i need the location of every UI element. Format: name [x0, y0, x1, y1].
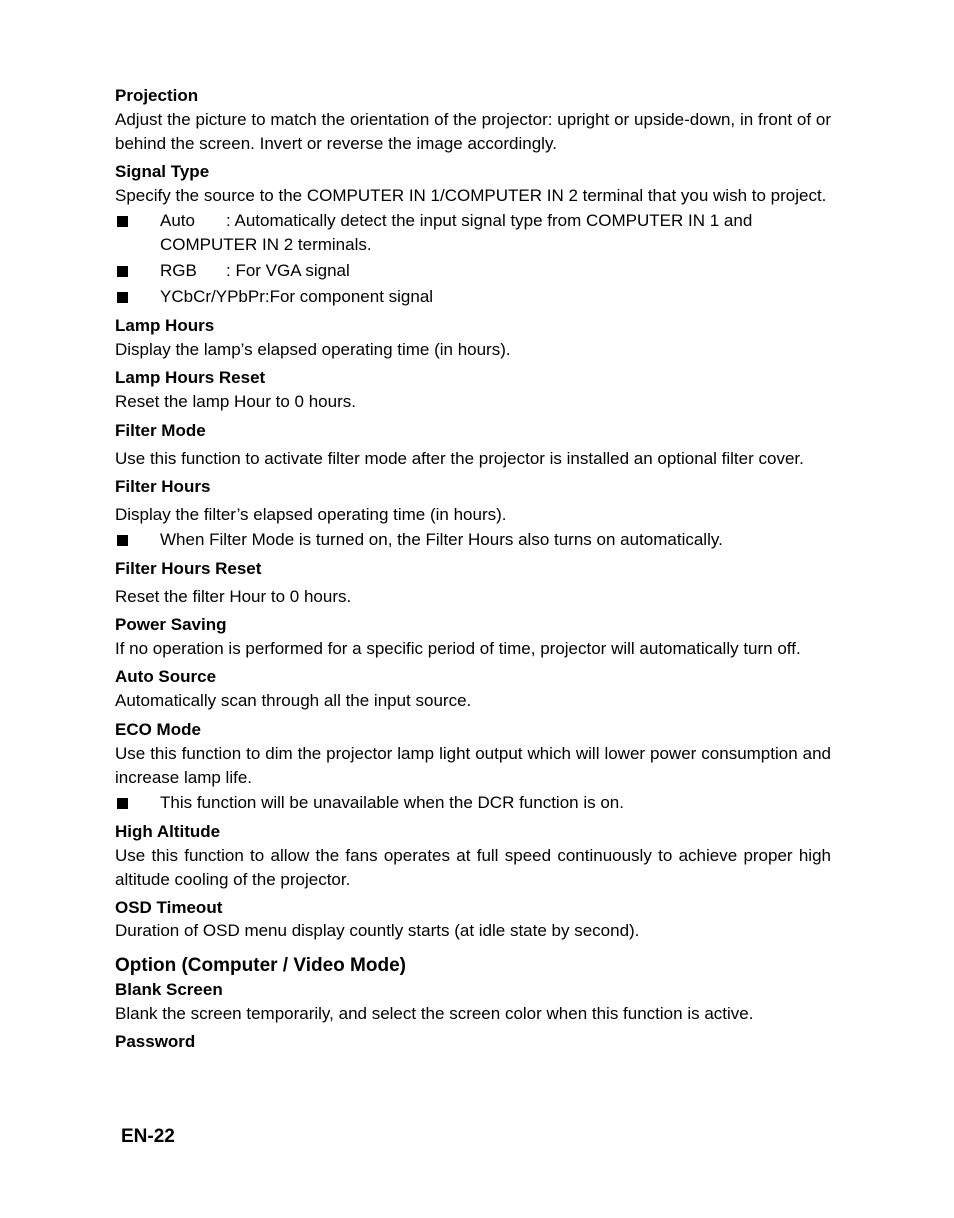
- bullet-item: [115, 791, 831, 815]
- bullet-text: YCbCr/YPbPr:For component signal: [160, 287, 434, 306]
- section-title: Power Saving: [115, 615, 227, 634]
- section-body: Reset the lamp Hour to 0 hours.: [115, 392, 356, 411]
- bullet-text: : For VGA signal: [226, 261, 350, 280]
- section-filter-hours-reset: [115, 558, 831, 609]
- section-power-saving: [115, 614, 831, 661]
- section-title: Projection: [115, 86, 199, 105]
- bullet-text: When Filter Mode is turned on, the Filter Hours also turns on automatically.: [160, 530, 723, 549]
- section-body: Specify the source to the COMPUTER IN 1/COMPUTER IN 2 terminal that you wish to project.: [115, 186, 827, 205]
- page-number: EN-22: [121, 1126, 175, 1147]
- section-body: Use this function to activate filter mode after the projector is installed an optional filter cover.: [115, 449, 804, 468]
- section-body: If no operation is performed for a specific period of time, projector will automatically turn off.: [115, 639, 801, 658]
- section-title: ECO Mode: [115, 720, 201, 739]
- option-heading: Option (Computer / Video Mode): [115, 955, 406, 976]
- section-body: Duration of OSD menu display countly starts (at idle state by second).: [115, 921, 640, 940]
- section-lamp-hours-reset: [115, 367, 831, 414]
- section-eco-mode: [115, 719, 831, 815]
- section-high-altitude: [115, 821, 831, 892]
- bullet-item: [115, 285, 831, 309]
- bullet-text: This function will be unavailable when the DCR function is on.: [160, 793, 624, 812]
- section-auto-source: [115, 666, 831, 713]
- section-title: Filter Mode: [115, 421, 206, 440]
- manual-page: [115, 85, 831, 1053]
- section-body: Automatically scan through all the input source.: [115, 691, 472, 710]
- section-title: Lamp Hours: [115, 316, 215, 335]
- section-body: Reset the filter Hour to 0 hours.: [115, 587, 352, 606]
- section-title: Filter Hours Reset: [115, 559, 262, 578]
- section-filter-hours: [115, 476, 831, 552]
- section-lamp-hours: [115, 315, 831, 362]
- square-bullet-icon: [117, 535, 128, 546]
- section-body: Use this function to allow the fans operates at full speed continuously to achieve proper high altitude cooling of the projector.: [115, 846, 831, 889]
- section-title: Password: [115, 1032, 196, 1051]
- section-blank-screen: [115, 979, 831, 1026]
- square-bullet-icon: [117, 216, 128, 227]
- section-projection: [115, 85, 831, 156]
- square-bullet-icon: [117, 266, 128, 277]
- square-bullet-icon: [117, 292, 128, 303]
- section-filter-mode: [115, 420, 831, 471]
- section-title: Filter Hours: [115, 477, 211, 496]
- section-title: Signal Type: [115, 162, 210, 181]
- bullet-text: : Automatically detect the input signal type from COMPUTER IN 1 and COMPUTER IN 2 terminals.: [160, 211, 753, 254]
- bullet-item: [115, 209, 831, 257]
- square-bullet-icon: [117, 798, 128, 809]
- section-body: Display the lamp’s elapsed operating time (in hours).: [115, 340, 511, 359]
- section-title: Auto Source: [115, 667, 217, 686]
- section-title: Lamp Hours Reset: [115, 368, 266, 387]
- bullet-item: [115, 528, 831, 552]
- section-signal-type: [115, 161, 831, 309]
- section-title: Blank Screen: [115, 980, 223, 999]
- section-password: [115, 1031, 831, 1053]
- section-title: High Altitude: [115, 822, 221, 841]
- section-body: Use this function to dim the projector lamp light output which will lower power consumption and increase lamp life.: [115, 744, 831, 787]
- bullet-term: Auto: [160, 211, 195, 230]
- section-title: OSD Timeout: [115, 898, 223, 917]
- section-body: Blank the screen temporarily, and select the screen color when this function is active.: [115, 1004, 754, 1023]
- section-body: Display the filter’s elapsed operating time (in hours).: [115, 505, 507, 524]
- section-body: Adjust the picture to match the orientation of the projector: upright or upside-down, in front of or behind the screen. Invert or reverse the image accordingly.: [115, 110, 831, 153]
- bullet-item: [115, 259, 831, 283]
- section-osd-timeout: [115, 897, 831, 943]
- bullet-term: RGB: [160, 261, 197, 280]
